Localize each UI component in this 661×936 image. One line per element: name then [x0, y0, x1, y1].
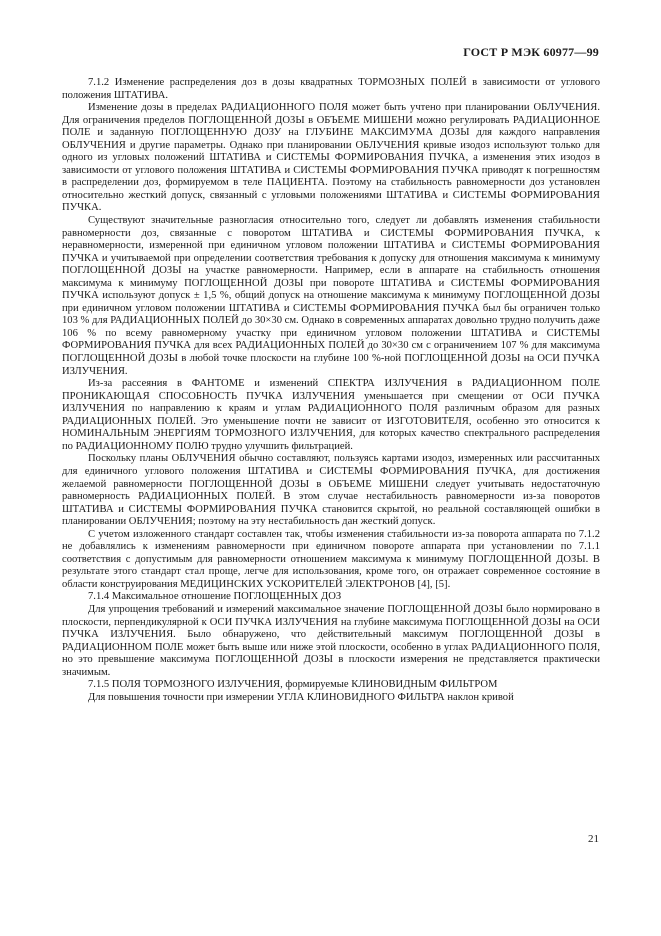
- paragraph: С учетом изложенного стандарт составлен так, чтобы изменения стабильности из-за поворота аппарата по 7.1.2 не добавлялись к изменениям равномерности при единичном повороте аппарата при установлении по 7.1.1 соответствия с допустимым для равномерности отношением максимума к минимуму ПОГЛОЩЕННОЙ ДОЗЫ. В результате этого стандарт стал проще, легче для использования, кроме того, он отражает современное состояние в области конструирования МЕДИЦИНСКИХ УСКОРИТЕЛЕЙ ЭЛЕКТРОНОВ [4], [5].: [62, 528, 600, 590]
- paragraph: Изменение дозы в пределах РАДИАЦИОННОГО ПОЛЯ может быть учтено при планировании ОБЛУЧЕНИЯ. Для ограничения пределов ПОГЛОЩЕННОЙ ДОЗЫ в ОБЪЕМЕ МИШЕНИ можно регулировать РАДИАЦИОННОЕ ПОЛЕ и заданную ПОГЛОЩЕННУЮ ДОЗУ на ГЛУБИНЕ МАКСИМУМА ДОЗЫ для каждого направления ОБЛУЧЕНИЯ и другие параметры. Однако при планировании ОБЛУЧЕНИЯ кривые изодоз используют только для одного из угловых положений ШТАТИВА и СИСТЕМЫ ФОРМИРОВАНИЯ ПУЧКА, а изменения этих изодоз в зависимости от углового положения ШТАТИВА и СИСТЕМЫ ФОРМИРОВАНИЯ ПУЧКА приводят к погрешностям в распределении доз, формируемом в теле ПАЦИЕНТА. Поэтому на стабильность равномерности доз установлен относительно жесткий допуск, связанный с угловыми положениями ШТАТИВА и СИСТЕМЫ ФОРМИРОВАНИЯ ПУЧКА.: [62, 102, 600, 214]
- paragraph: Из-за рассеяния в ФАНТОМЕ и изменений СПЕКТРА ИЗЛУЧЕНИЯ в РАДИАЦИОННОМ ПОЛЕ ПРОНИКАЮЩАЯ СПОСОБНОСТЬ ПУЧКА ИЗЛУЧЕНИЯ уменьшается при смещении от ОСИ ПУЧКА ИЗЛУЧЕНИЯ по направлению к краям и углам РАДИАЦИОННОГО ПОЛЯ различным образом для разных РАДИАЦИОННЫХ ПОЛЕЙ. Это уменьшение почти не зависит от ИЗГОТОВИТЕЛЯ, особенно это относится к НОМИНАЛЬНЫМ ЭНЕРГИЯМ ТОРМОЗНОГО ИЗЛУЧЕНИЯ, для которых качество спектрального распределения по РАДИАЦИОННОМУ ПОЛЮ трудно улучшить фильтрацией.: [62, 378, 600, 452]
- paragraph: Поскольку планы ОБЛУЧЕНИЯ обычно составляют, пользуясь картами изодоз, измеренных или рассчитанных для единичного углового положения ШТАТИВА и СИСТЕМЫ ФОРМИРОВАНИЯ ПУЧКА, для достижения желаемой равномерности ПОГЛОЩЕННОЙ ДОЗЫ в ОБЪЕМЕ МИШЕНИ следует учитывать недостаточную равномерность РАДИАЦИОННЫХ ПОЛЕЙ. В этом случае нестабильность равномерности из-за поворотов ШТАТИВА и СИСТЕМЫ ФОРМИРОВАНИЯ ПУЧКА становится скрытой, но реальной составляющей ошибки в планировании ОБЛУЧЕНИЯ; поэтому на эту нестабильность дан жесткий допуск.: [62, 453, 600, 528]
- paragraph: Существуют значительные разногласия относительно того, следует ли добавлять изменения стабильности равномерности доз, связанные с поворотом ШТАТИВА и СИСТЕМЫ ФОРМИРОВАНИЯ ПУЧКА, к неравномерности, измеренной при единичном угловом положении ШТАТИВА и СИСТЕМЫ ФОРМИРОВАНИЯ ПУЧКА и учитываемой при определении соответствия требования к допуску для отношения максимума к минимуму ПОГЛОЩЕННОЙ ДОЗЫ на участке равномерности. Например, если в аппарате на стабильность отношения максимума к минимуму ПОГЛОЩЕННОЙ ДОЗЫ при повороте ШТАТИВА и СИСТЕМЫ ФОРМИРОВАНИЯ ПУЧКА используют допуск ± 1,5 %, общий допуск на отношение максимума к минимуму ПОГЛОЩЕННОЙ ДОЗЫ при единичном угловом положении ШТАТИВА и СИСТЕМЫ ФОРМИРОВАНИЯ ПУЧКА был бы ограничен только 103 % для РАДИАЦИОННЫХ ПОЛЕЙ до 30×30 см. Однако в современных аппаратах довольно трудно получить даже 106 % по всему равномерному участку при единичном угловом положении ШТАТИВА и СИСТЕМЫ ФОРМИРОВАНИЯ ПУЧКА для всех РАДИАЦИОННЫХ ПОЛЕЙ до 30×30 см с ограничением 107 % для максимума ПОГЛОЩЕННОЙ ДОЗЫ в любой точке плоскости на глубине 100 %-ной ПОГЛОЩЕННОЙ ДОЗЫ на ОСИ ПУЧКА ИЗЛУЧЕНИЯ.: [62, 215, 600, 377]
- clause-7-1-2-title: 7.1.2 Изменение распределения доз в дозы квадратных ТОРМОЗНЫХ ПОЛЕЙ в зависимости от углового положения ШТАТИВА.: [62, 77, 600, 101]
- body-text: [62, 77, 600, 704]
- clause-7-1-4-title: 7.1.4 Максимальное отношение ПОГЛОЩЕННЫХ ДОЗ: [88, 591, 342, 603]
- paragraph: Для упрощения требований и измерений максимальное значение ПОГЛОЩЕННОЙ ДОЗЫ было нормировано в плоскости, перпендикулярной к ОСИ ПУЧКА ИЗЛУЧЕНИЯ на глубине максимума ПОГЛОЩЕННОЙ ДОЗЫ на ОСИ ПУЧКА ИЗЛУЧЕНИЯ. Было обнаружено, что действительный максимум ПОГЛОЩЕННОЙ ДОЗЫ в РАДИАЦИОННОМ ПОЛЕ может быть выше или ниже этой плоскости, особенно в углах РАДИАЦИОННОГО ПОЛЯ, но это превышение максимума ПОГЛОЩЕННОЙ ДОЗЫ в плоскости измерения не представляется практически значимым.: [62, 603, 600, 678]
- clause-7-1-5-title: 7.1.5 ПОЛЯ ТОРМОЗНОГО ИЗЛУЧЕНИЯ, формируемые КЛИНОВИДНЫМ ФИЛЬТРОМ: [88, 679, 498, 691]
- page-number: 21: [588, 833, 599, 845]
- standard-header: ГОСТ Р МЭК 60977—99: [463, 45, 599, 59]
- paragraph: Для повышения точности при измерении УГЛА КЛИНОВИДНОГО ФИЛЬТРА наклон кривой: [88, 691, 514, 703]
